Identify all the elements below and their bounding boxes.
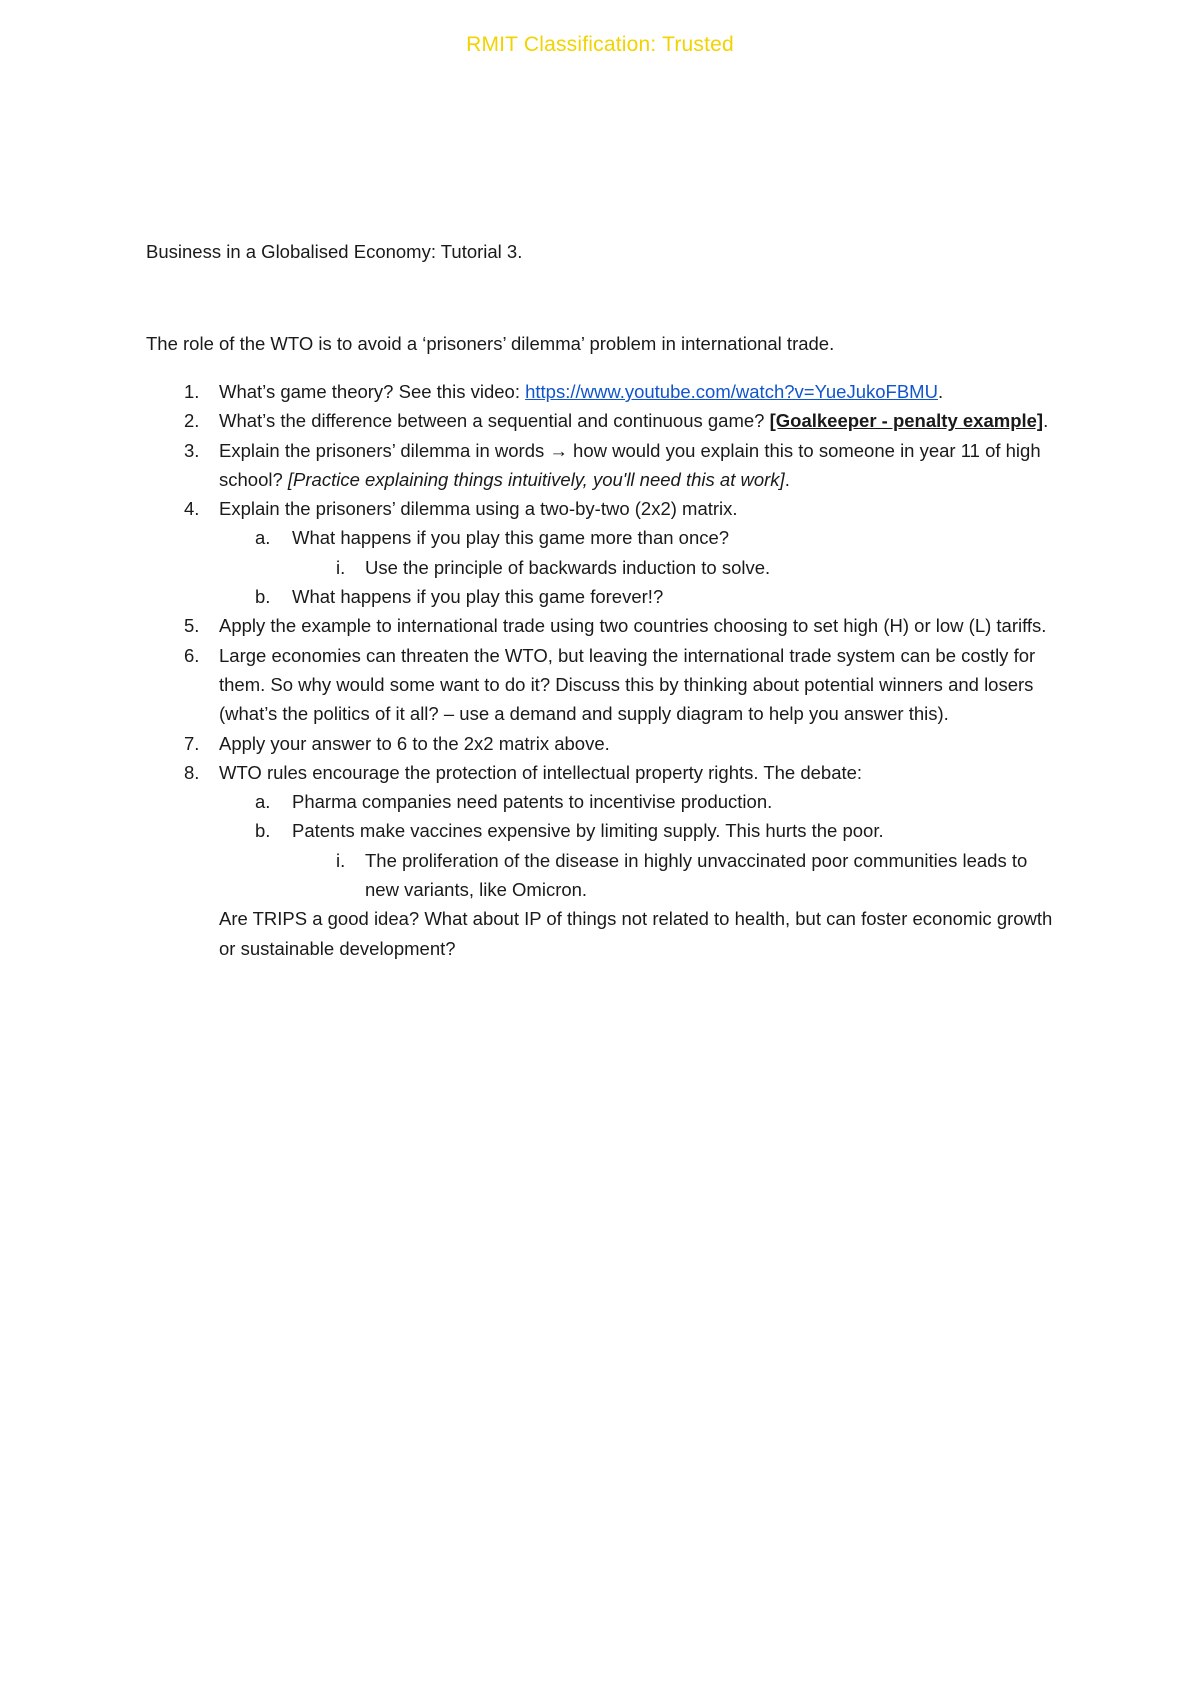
sub-item-text: Patents make vaccines expensive by limiting supply. This hurts the poor. xyxy=(292,820,884,842)
italic-note: [Practice explaining things intuitively, you'll need this at work] xyxy=(287,468,785,490)
sub-number: a. xyxy=(255,527,271,549)
item-text-end: . xyxy=(937,381,944,402)
sub-item-8b xyxy=(146,816,1066,845)
item-text: Apply your answer to 6 to the 2x2 matrix above. xyxy=(219,732,610,754)
list-number: 7. xyxy=(184,732,200,754)
sub-item-8b-i xyxy=(146,846,1066,905)
item-text: What’s game theory? See this video: xyxy=(219,381,526,402)
item-text: Apply the example to international trade using two countries choosing to set high (H) or low (L) tariffs. xyxy=(219,615,1047,637)
item-text: What’s the difference between a sequential and continuous game? xyxy=(219,410,770,432)
list-number: 4. xyxy=(184,498,200,520)
youtube-link[interactable]: https://www.youtube.com/watch?v=YueJukoFBMU xyxy=(525,381,938,402)
question-list xyxy=(146,377,1066,963)
document-title: Business in a Globalised Economy: Tutorial 3. xyxy=(146,241,523,262)
item-text-end: . xyxy=(1043,410,1049,432)
classification-header: RMIT Classification: Trusted xyxy=(466,33,734,56)
subsub-number: i. xyxy=(336,849,346,871)
sub-item-text: Pharma companies need patents to incentivise production. xyxy=(292,791,773,813)
subsub-number: i. xyxy=(336,556,346,578)
sub-number: b. xyxy=(255,586,271,608)
list-item-4 xyxy=(146,494,1066,523)
sub-item-4a-i xyxy=(146,553,1066,582)
intro-paragraph: The role of the WTO is to avoid a ‘prisoners’ dilemma’ problem in international trade. xyxy=(146,333,835,354)
sub-number: a. xyxy=(255,791,271,813)
subsub-item-text: The proliferation of the disease in highly unvaccinated poor communities leads to new variants, like Omicron. xyxy=(365,849,1028,901)
list-item-1 xyxy=(146,377,1066,406)
list-number: 3. xyxy=(184,439,200,461)
list-item-5 xyxy=(146,611,1066,640)
subsub-item-text: Use the principle of backwards induction to solve. xyxy=(365,556,771,578)
item-text: WTO rules encourage the protection of intellectual property rights. The debate: xyxy=(219,761,863,783)
list-number: 1. xyxy=(184,381,200,402)
list-number: 5. xyxy=(184,615,200,637)
list-number: 2. xyxy=(184,410,200,432)
list-item-8 xyxy=(146,758,1066,787)
closing-question: Are TRIPS a good idea? What about IP of things not related to health, but can foster economic growth or sustainable development? xyxy=(219,908,1053,959)
list-number: 6. xyxy=(184,644,200,666)
sub-item-4b xyxy=(146,582,1066,611)
sub-item-text: What happens if you play this game forever!? xyxy=(292,586,664,608)
list-item-6 xyxy=(146,641,1066,729)
list-item-3 xyxy=(146,436,1066,495)
emphasis-text: [Goalkeeper - penalty example] xyxy=(769,410,1044,432)
sub-item-8a xyxy=(146,787,1066,816)
list-item-7 xyxy=(146,729,1066,758)
sub-item-4a xyxy=(146,523,1066,552)
sub-item-text: What happens if you play this game more than once? xyxy=(292,527,730,549)
sub-number: b. xyxy=(255,820,271,842)
item-text-end: . xyxy=(784,468,790,490)
list-number: 8. xyxy=(184,761,200,783)
item-text: Explain the prisoners’ dilemma in words → how would you explain this to someone in year 11 of high school? xyxy=(219,439,1041,490)
list-item-2 xyxy=(146,406,1066,435)
item-text: Large economies can threaten the WTO, but leaving the international trade system can be costly for them. So why would some want to do it? Discuss this by thinking about potential winners and losers (what’s the politics of it all? – use a demand and supply diagram to help you answer this). xyxy=(219,644,1036,725)
item-text: Explain the prisoners’ dilemma using a two-by-two (2x2) matrix. xyxy=(219,498,738,520)
